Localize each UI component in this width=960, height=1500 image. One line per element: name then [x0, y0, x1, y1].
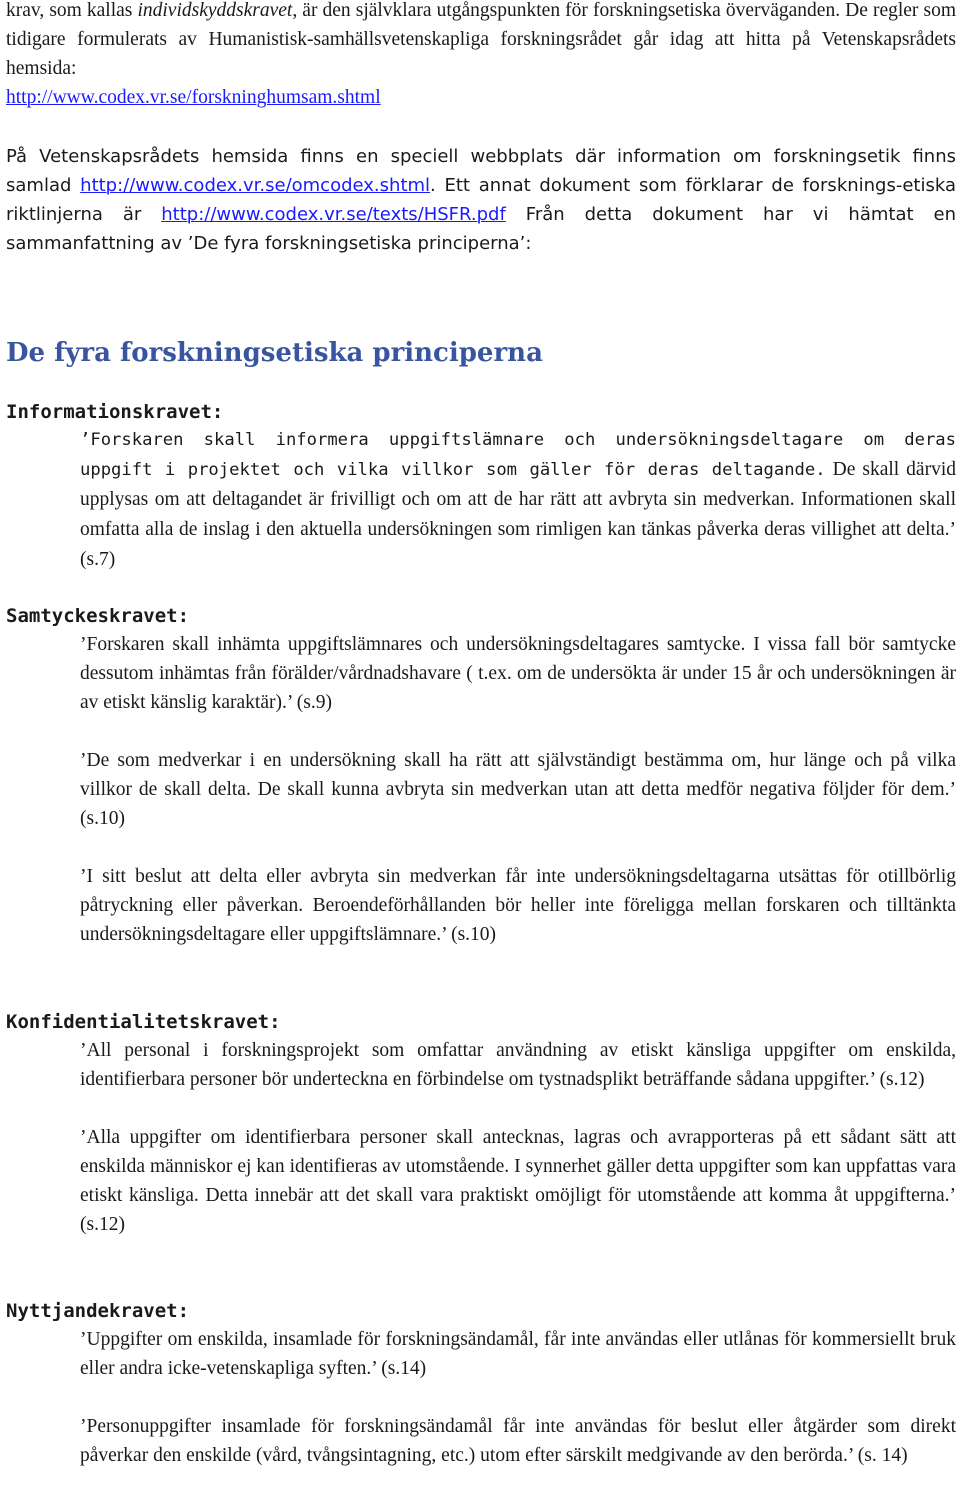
section-title: De fyra forskningsetiska principerna: [6, 338, 543, 368]
quote-text: De skall därvid upplysas om att deltagandet är frivilligt och om att de har rätt att avbryta sin medverkan. Informationen skall omfatta alla de inslag i den aktuella undersökningen som rimligen kan tänkas påverka deras villighet att delta.’ (s.7): [80, 459, 956, 570]
requirement-quote: ’I sitt beslut att delta eller avbryta sin medverkan får inte undersökningsdeltagarna utsättas för otillbörlig påtryckning eller påverkan. Beroendeförhållanden bör heller inte föreligga mellan forskaren och tilltänkta undersökningsdeltagare eller uppgiftslämnare.’ (s.10): [80, 866, 956, 945]
requirement-heading: Nyttjandekravet:: [6, 1300, 190, 1322]
requirement-quote: ’Forskaren skall inhämta uppgiftslämnares och undersökningsdeltagares samtycke. I vissa fall bör samtycke dessutom inhämtas från förälder/vårdnadshavare ( t.ex. om de undersökta är under 15 år och undersökningen är av etiskt känslig karaktär).’ (s.9): [80, 634, 956, 713]
requirement-quote: ’Uppgifter om enskilda, insamlade för forskningsändamål, får inte användas eller utlånas för kommersiellt bruk eller andra icke-vetenskapliga syften.’ (s.14): [80, 1329, 956, 1379]
intro-text: , är den självklara utgångspunkten för forskningsetiska överväganden. De regler som tidigare formulerats av Humanistisk-samhällsvetenskapliga forskningsrådet går idag att hitta på Vetenskapsrådets hemsida:: [6, 0, 957, 79]
intro-text: . Ett annat dokument som förklarar de forsknings-etiska riktlinjerna är: [6, 175, 957, 225]
requirement-confidentiality: [6, 1008, 956, 1239]
quote-text: ’Forskaren skall informera uppgiftslämnare och undersökningsdeltagare om deras uppgift i projektet och vilka villkor som gäller för deras deltagande.: [80, 430, 956, 480]
requirement-heading: Samtyckeskravet:: [6, 605, 190, 627]
requirement-heading: Informationskravet:: [6, 401, 224, 423]
intro-paragraph-1: [6, 0, 956, 112]
requirement-quote: [80, 426, 956, 575]
requirement-quote: ’Alla uppgifter om identifierbara personer skall antecknas, lagras och avrapporteras på ett sådant sätt att enskilda människor ej kan identifieras av utomstående. I synnerhet gäller detta uppgifter som kan uppfattas vara etiskt känsliga. Detta innebär att det skall vara praktiskt omöjligt för utomstående att komma åt uppgifterna.’ (s.12): [80, 1127, 956, 1235]
intro-text: Från detta dokument har vi hämtat en sammanfattning av ’De fyra forskningsetiska principerna’:: [6, 204, 957, 254]
requirement-heading: Konfidentialitetskravet:: [6, 1011, 281, 1033]
link-omcodex[interactable]: http://www.codex.vr.se/omcodex.shtml: [80, 175, 431, 196]
requirement-quote: ’All personal i forskningsprojekt som omfattar användning av etiskt känsliga uppgifter om enskilda, identifierbara personer bör underteckna en förbindelse om tystnadsplikt beträffande sådana uppgifter.’ (s.12): [80, 1040, 956, 1090]
link-hsfr-pdf[interactable]: http://www.codex.vr.se/texts/HSFR.pdf: [161, 204, 506, 225]
emphasis-term: individskyddskravet: [137, 0, 293, 21]
requirement-quote: ’De som medverkar i en undersökning skall ha rätt att självständigt bestämma om, hur länge och på vilka villkor de skall delta. De skall kunna avbryta sin medverkan utan att detta medför negativa följder för dem.’ (s.10): [80, 750, 956, 829]
intro-text: På Vetenskapsrådets hemsida finns en speciell webbplats där information om forskningsetik finns samlad: [6, 146, 956, 196]
link-forskninghumsam[interactable]: http://www.codex.vr.se/forskninghumsam.shtml: [6, 87, 381, 108]
intro-paragraph-2: [6, 142, 956, 258]
requirement-consent: [6, 602, 956, 949]
intro-text: krav, som kallas: [6, 0, 138, 21]
requirement-information: [6, 398, 956, 575]
requirement-usage: [6, 1297, 956, 1470]
requirement-quote: ’Personuppgifter insamlade för forskningsändamål får inte användas för beslut eller åtgärder som direkt påverkar den enskilde (vård, tvångsintagning, etc.) utom efter särskilt medgivande av den berörda.’ (s. 14): [80, 1416, 956, 1466]
